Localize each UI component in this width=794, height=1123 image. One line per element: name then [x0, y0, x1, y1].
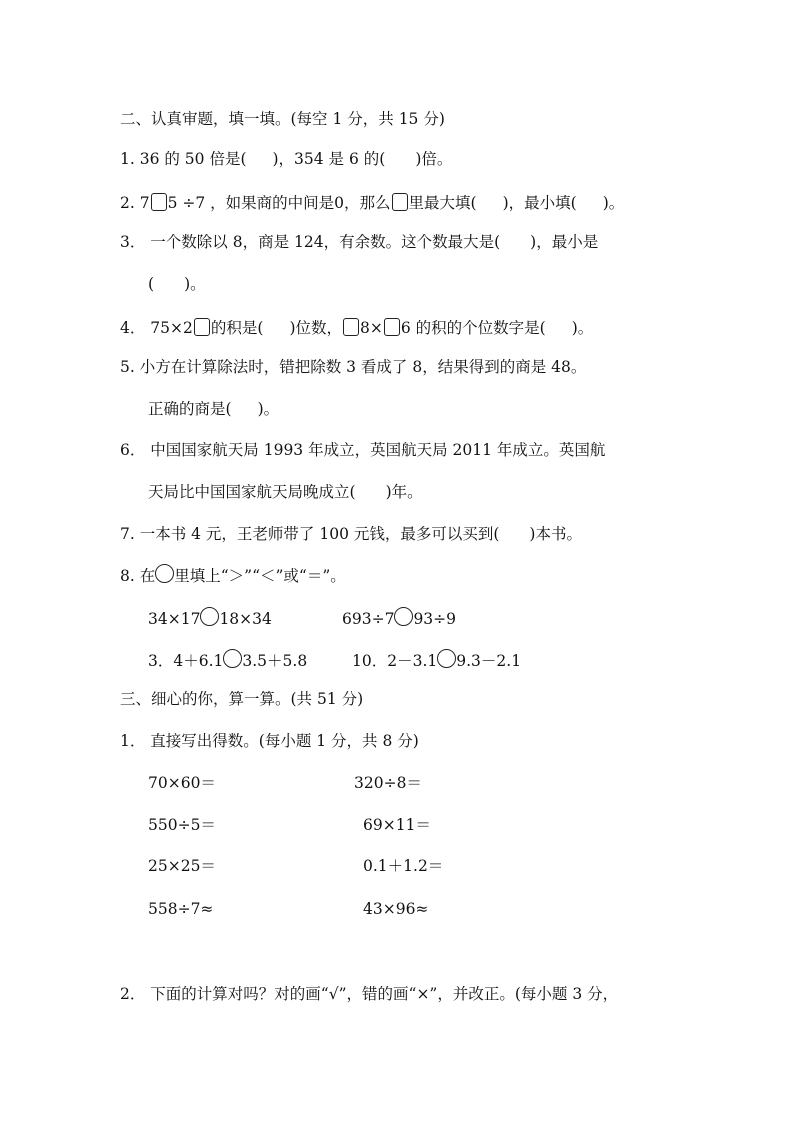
answer-box[interactable] [392, 193, 408, 211]
question-7: 7. 一本书 4 元，王老师带了 100 元钱，最多可以买到( )本书。 [120, 525, 582, 543]
section-heading: 三、细心的你，算一算。(共 51 分) [120, 690, 364, 708]
calc-item: 43×96≈ [363, 900, 429, 918]
compare-expr: 34×17 18×34 [148, 607, 272, 630]
compare-circle[interactable] [155, 564, 174, 583]
compare-circle[interactable] [223, 649, 242, 668]
calc-item: 0.1＋1.2＝ [363, 857, 444, 875]
answer-box[interactable] [384, 318, 400, 336]
question-8: 8. 在 里填上“＞”“＜”或“＝”。 [120, 564, 346, 587]
calc-item: 320÷8＝ [354, 774, 422, 792]
question-5: 5. 小方在计算除法时，错把除数 3 看成了 8，结果得到的商是 48。 [120, 358, 587, 376]
calc-item: 558÷7≈ [148, 900, 214, 918]
question-3-cont: ( )。 [148, 275, 206, 293]
section-heading: 二、认真审题，填一填。(每空 1 分，共 15 分) [120, 110, 445, 128]
answer-box[interactable] [194, 318, 210, 336]
compare-expr: 693÷7 93÷9 [342, 607, 456, 630]
question-3: 3． 一个数除以 8，商是 124，有余数。这个数最大是( )，最小是 [120, 233, 599, 251]
calc-item: 70×60＝ [148, 774, 216, 792]
compare-circle[interactable] [437, 649, 456, 668]
compare-expr: 3．4＋6.1 3.5＋5.8 [148, 649, 307, 672]
calc-item: 550÷5＝ [148, 816, 216, 834]
subquestion-title: 2． 下面的计算对吗？对的画“√”，错的画“×”，并改正。(每小题 3 分， [120, 985, 619, 1003]
answer-box[interactable] [151, 193, 167, 211]
question-6: 6． 中国国家航天局 1993 年成立，英国航天局 2011 年成立。英国航 [120, 441, 606, 459]
calc-item: 25×25＝ [148, 857, 216, 875]
compare-circle[interactable] [394, 607, 413, 626]
question-4: 4． 75×2 的积是( )位数， 8× 6 的积的个位数字是( )。 [120, 319, 594, 337]
answer-box[interactable] [343, 318, 359, 336]
subquestion-title: 1． 直接写出得数。(每小题 1 分，共 8 分) [120, 732, 419, 750]
question-6-cont: 天局比中国国家航天局晚成立( )年。 [148, 483, 423, 501]
question-5-cont: 正确的商是( )。 [148, 400, 280, 418]
compare-expr: 10．2－3.1 9.3－2.1 [352, 649, 521, 672]
question-2: 2. 7 5 ÷7 ，如果商的中间是0，那么 里最大填( )，最小填( )。 [120, 194, 625, 212]
calc-item: 69×11＝ [363, 816, 431, 834]
question-1: 1. 36 的 50 倍是( )，354 是 6 的( )倍。 [120, 150, 453, 168]
compare-circle[interactable] [200, 607, 219, 626]
